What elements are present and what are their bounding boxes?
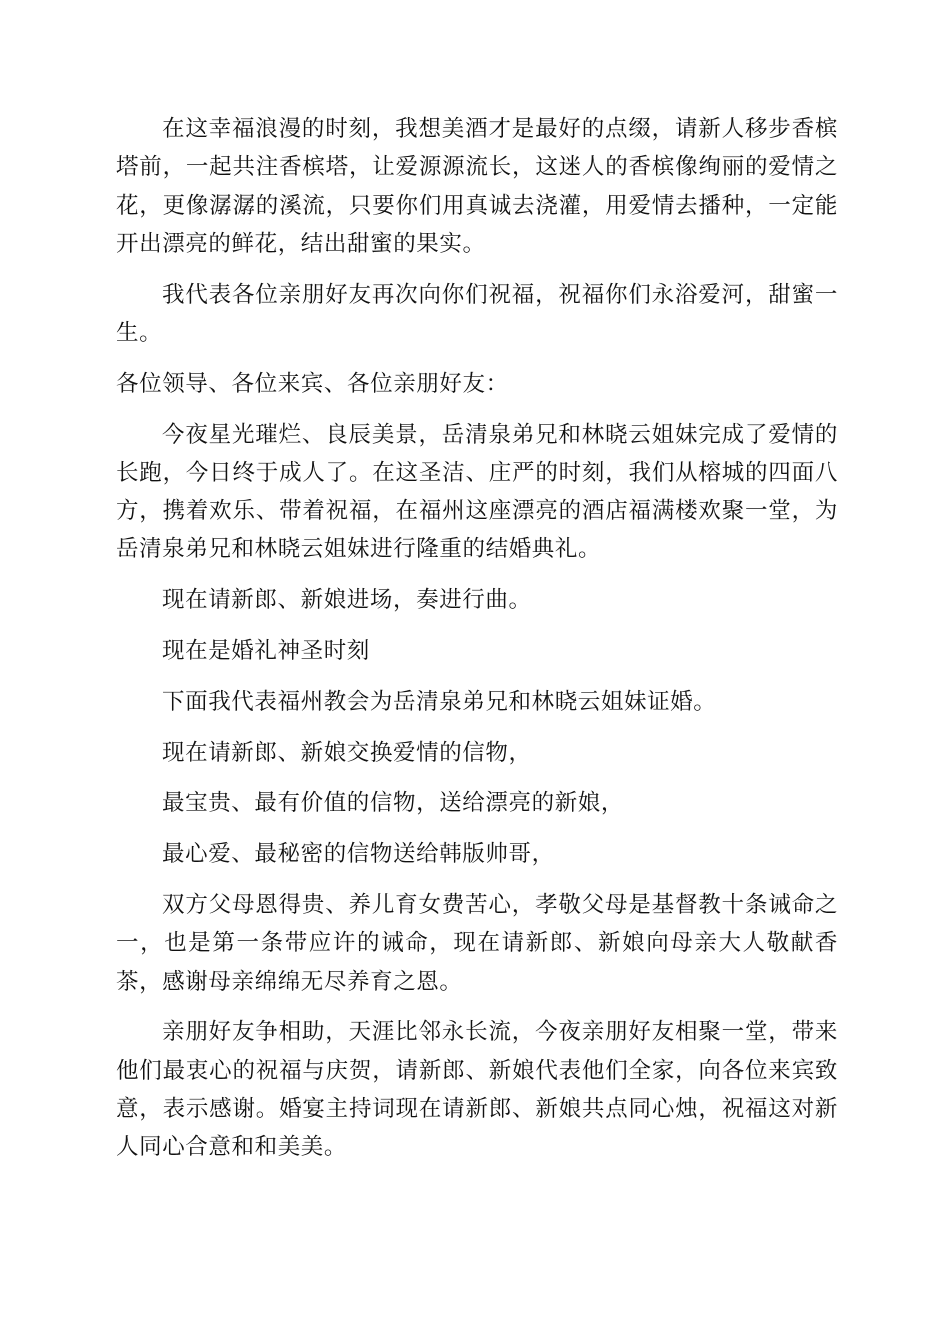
document-body	[116, 110, 838, 1179]
paragraph-2: 我代表各位亲朋好友再次向你们祝福，祝福你们永浴爱河，甜蜜一生。	[116, 281, 838, 346]
paragraph-7: 下面我代表福州教会为岳清泉弟兄和林晓云姐妹证婚。	[162, 688, 717, 715]
paragraph-4: 今夜星光璀烂、良辰美景，岳清泉弟兄和林晓云姐妹完成了爱情的长跑，今日终于成人了。在这圣洁、庄严的时刻，我们从榕城的四面八方，携着欢乐、带着祝福，在福州这座漂亮的酒店福满楼欢聚一堂，为岳清泉弟兄和林晓云姐妹进行隆重的结婚典礼。	[116, 421, 838, 563]
paragraph-11: 双方父母恩得贵、养儿育女费苦心，孝敬父母是基督教十条诫命之一，也是第一条带应许的诫命，现在请新郎、新娘向母亲大人敬献香茶，感谢母亲绵绵无尽养育之恩。	[116, 892, 838, 995]
paragraph-9: 最宝贵、最有价值的信物，送给漂亮的新娘，	[162, 790, 625, 817]
paragraph-6: 现在是婚礼神圣时刻	[162, 638, 370, 665]
paragraph-5: 现在请新郎、新娘进场，奏进行曲。	[162, 587, 532, 614]
paragraph-12: 亲朋好友争相助，天涯比邻永长流，今夜亲朋好友相聚一堂，带来他们最衷心的祝福与庆贺，请新郎、新娘代表他们全家，向各位来宾致意，表示感谢。婚宴主持词现在请新郎、新娘共点同心烛，祝福这对新人同心合意和和美美。	[116, 1019, 838, 1161]
paragraph-1: 在这幸福浪漫的时刻，我想美酒才是最好的点缀，请新人移步香槟塔前，一起共注香槟塔，让爱源源流长，这迷人的香槟像绚丽的爱情之花，更像潺潺的溪流，只要你们用真诚去浇灌，用爱情去播种，一定能开出漂亮的鲜花，结出甜蜜的果实。	[116, 116, 838, 257]
paragraph-3: 各位领导、各位来宾、各位亲朋好友：	[116, 370, 509, 397]
paragraph-10: 最心爱、最秘密的信物送给韩版帅哥，	[162, 841, 555, 868]
paragraph-8: 现在请新郎、新娘交换爱情的信物，	[162, 739, 532, 766]
